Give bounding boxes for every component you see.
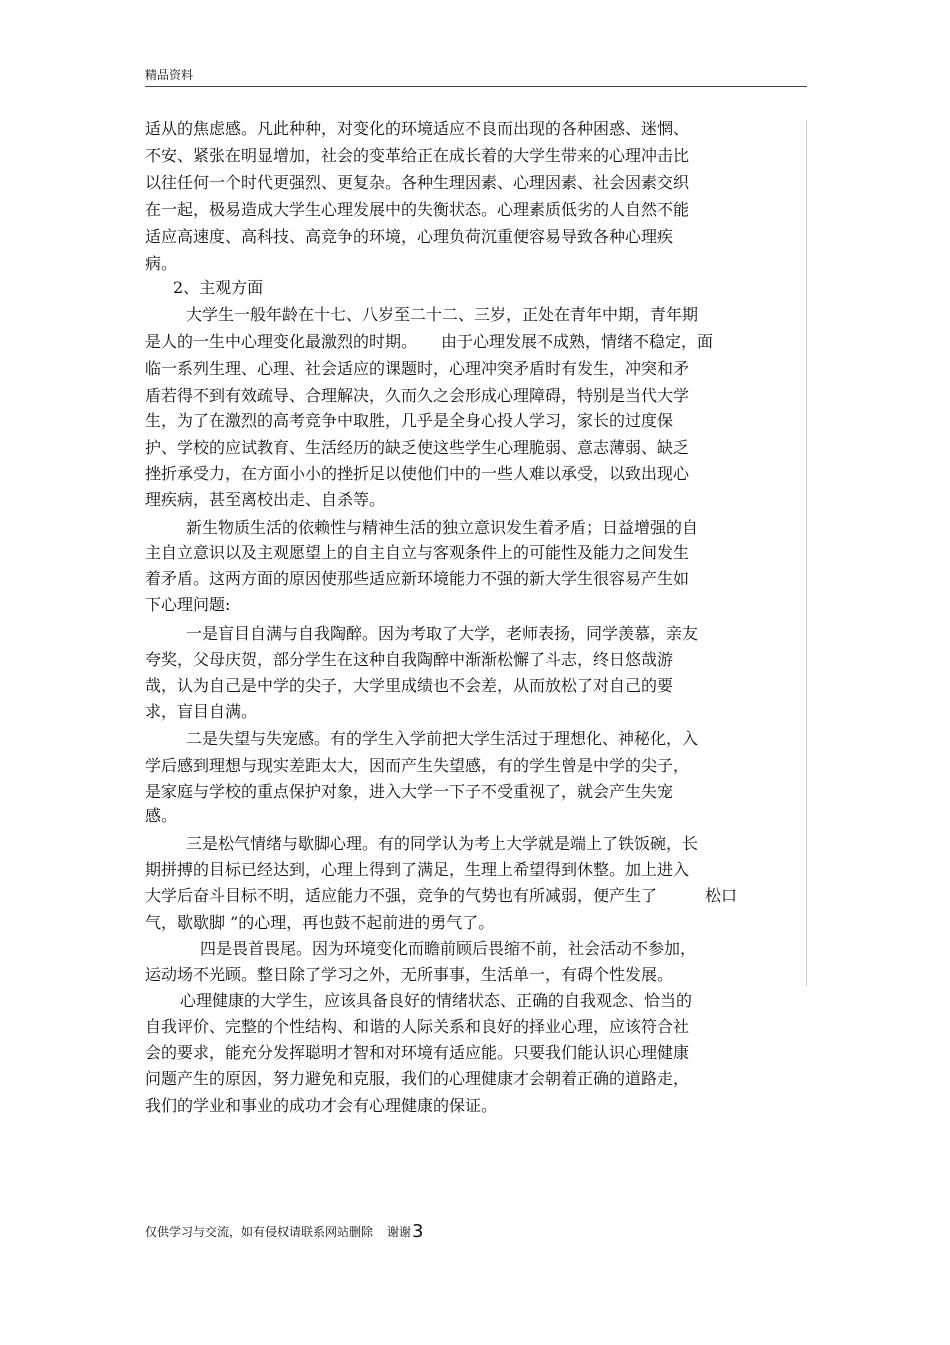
text-line: 大学后奋斗目标不明，适应能力不强，竞争的气势也有所减弱，便产生了 松口 — [145, 886, 738, 905]
header-divider — [145, 86, 807, 87]
text-line: 自我评价、完整的个性结构、和谐的人际关系和良好的择业心理，应该符合社 — [145, 1017, 690, 1036]
text-line: 三是松气情绪与歇脚心理。有的同学认为考上大学就是端上了铁饭碗，长 — [186, 834, 699, 853]
text-line: 四是畏首畏尾。因为环境变化而瞻前顾后畏缩不前，社会活动不参加， — [200, 939, 697, 958]
text-line: 大学生一般年龄在十七、八岁至二十二、三岁，正处在青年中期，青年期 — [186, 305, 699, 324]
text-line: 护、学校的应试教育、生活经历的缺乏使这些学生心理脆弱、意志薄弱、缺乏 — [145, 438, 690, 457]
page-footer — [145, 1222, 423, 1242]
page-header-label: 精品资料 — [145, 68, 194, 82]
text-line: 问题产生的原因，努力避免和克服，我们的心理健康才会朝着正确的道路走， — [145, 1069, 690, 1088]
page-number: 3 — [412, 1221, 424, 1242]
text-line: 临一系列生理、心理、社会适应的课题时，心理冲突矛盾时有发生，冲突和矛 — [145, 359, 690, 378]
text-line: 适从的焦虑感。凡此种种，对变化的环境适应不良而出现的各种困惑、迷惘、 — [145, 119, 690, 138]
text-line: 下心理问题: — [145, 595, 231, 614]
text-line: 不安、紧张在明显增加，社会的变革给正在成长着的大学生带来的心理冲击比 — [145, 146, 690, 165]
text-line: 我们的学业和事业的成功才会有心理健康的保证。 — [145, 1096, 498, 1115]
text-line: 以往任何一个时代更强烈、更复杂。各种生理因素、心理因素、社会因素交织 — [145, 173, 690, 192]
text-line: 在一起，极易造成大学生心理发展中的失衡状态。心理素质低劣的人自然不能 — [145, 200, 690, 219]
text-line: 是人的一生中心理变化最激烈的时期。 由于心理发展不成熟，情绪不稳定，面 — [145, 332, 714, 351]
text-line: 一是盲目自满与自我陶醉。因为考取了大学，老师表扬，同学羡慕，亲友 — [186, 624, 699, 643]
text-line: 期拼搏的目标已经达到，心理上得到了满足，生理上希望得到休整。加上进入 — [145, 860, 690, 879]
text-line: 新生物质生活的依赖性与精神生活的独立意识发生着矛盾；日益增强的自 — [186, 518, 699, 537]
text-line: 盾若得不到有效疏导、合理解决，久而久之会形成心理障碍，特别是当代大学 — [145, 386, 690, 405]
text-line: 生，为了在激烈的高考竞争中取胜，几乎是全身心投人学习，家长的过度保 — [145, 411, 674, 430]
text-line: 学后感到理想与现实差距太大，因而产生失望感，有的学生曾是中学的尖子， — [145, 756, 690, 775]
footer-thanks: 谢谢 — [387, 1225, 412, 1239]
text-line: 着矛盾。这两方面的原因使那些适应新环境能力不强的新大学生很容易产生如 — [145, 569, 690, 588]
text-line: 感。 — [145, 806, 178, 825]
text-line: 哉，认为自己是中学的尖子，大学里成绩也不会差，从而放松了对自己的要 — [145, 676, 674, 695]
section-heading: 2、主观方面 — [173, 278, 264, 297]
text-line: 病。 — [145, 254, 178, 273]
text-line: 心理健康的大学生，应该具备良好的情绪状态、正确的自我观念、恰当的 — [180, 991, 693, 1010]
text-line: 挫折承受力，在方面小小的挫折足以使他们中的一些人难以承受，以致出现心 — [145, 464, 690, 483]
text-line: 适应高速度、高科技、高竞争的环境，心理负荷沉重便容易导致各种心理疾 — [145, 227, 674, 246]
text-line: 气，歇歇脚 ”的心理，再也鼓不起前进的勇气了。 — [145, 913, 495, 932]
text-line: 求，盲目自满。 — [145, 702, 258, 721]
text-line: 是家庭与学校的重点保护对象，进入大学一下子不受重视了，就会产生失宠 — [145, 782, 674, 801]
text-line: 运动场不光顾。整日除了学习之外，无所事事，生活单一，有碍个性发展。 — [145, 965, 674, 984]
text-line: 理疾病，甚至离校出走、自杀等。 — [145, 490, 386, 509]
footer-notice: 仅供学习与交流，如有侵权请联系网站删除 — [145, 1225, 374, 1239]
text-line: 会的要求，能充分发挥聪明才智和对环境有适应能。只要我们能认识心理健康 — [145, 1043, 690, 1062]
text-line: 夸奖，父母庆贺，部分学生在这种自我陶醉中渐渐松懈了斗志，终日悠哉游 — [145, 650, 674, 669]
text-line: 二是失望与失宠感。有的学生入学前把大学生活过于理想化、神秘化，入 — [186, 729, 699, 748]
right-margin-rule — [806, 120, 807, 986]
text-line: 主自立意识以及主观愿望上的自主自立与客观条件上的可能性及能力之间发生 — [145, 543, 690, 562]
